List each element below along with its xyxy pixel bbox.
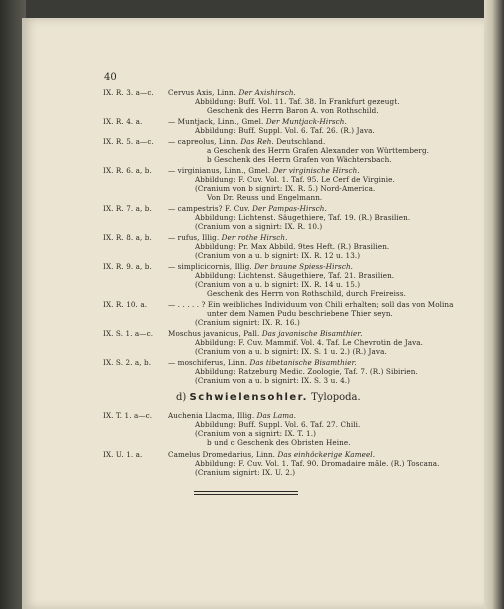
- catalog-text: — virginianus, Linn., Gmel. Der virginische Hirsch.: [168, 166, 360, 175]
- catalog-text: Abbildung: Buff. Vol. 11. Taf. 38. In Frankfurt gezeugt.: [195, 97, 400, 106]
- catalog-text: — . . . . . ? Ein weibliches Individuum von Chili erhalten; soll das von Molina: [168, 300, 454, 309]
- catalog-text: Abbildung: Buff. Suppl. Vol. 6. Taf. 26. (R.) Java.: [195, 126, 375, 135]
- common-name: Der rothe Hirsch.: [221, 233, 288, 242]
- catalog-code: IX. R. 6. a, b.: [103, 166, 152, 175]
- catalog-text: Abbildung: Pr. Max Abbild. 9tes Heft. (R.) Brasilien.: [195, 242, 390, 251]
- catalog-text: — rufus, Illig. Der rothe Hirsch.: [168, 233, 288, 242]
- catalog-text: Abbildung: Ratzeburg Medic. Zoologie, Taf. 7. (R.) Sibirien.: [195, 367, 418, 376]
- section-subtitle: Tylopoda.: [311, 392, 361, 403]
- catalog-text: Abbildung: Lichtenst. Säugethiere, Taf. 19. (R.) Brasilien.: [195, 213, 411, 222]
- catalog-text: (Cranium von a u. b signirt: IX. S. 3 u. 4.): [195, 376, 351, 385]
- section-title: Schwielensohler.: [189, 392, 308, 403]
- section-prefix: d): [176, 392, 187, 403]
- catalog-text: unter dem Namen Pudu beschriebene Thier seyn.: [207, 309, 393, 318]
- catalog-text: b Geschenk des Herrn Grafen von Wächtersbach.: [207, 155, 392, 164]
- catalog-code: IX. R. 10. a.: [103, 300, 148, 309]
- catalog-text: Cervus Axis, Linn. Der Axishirsch.: [168, 88, 296, 97]
- common-name: Der Axishirsch.: [238, 88, 296, 97]
- catalog-text: Camelus Dromedarius, Linn. Das einhöckerige Kameel.: [168, 450, 376, 459]
- common-name: Der braune Spiess-Hirsch.: [254, 262, 354, 271]
- catalog-text: Abbildung: F. Cuv. Mammif. Vol. 4. Taf. Le Chevrotin de Java.: [195, 338, 424, 347]
- catalog-text: Geschenk des Herrn von Rothschild, durch Freireiss.: [207, 289, 406, 298]
- catalog-code: IX. R. 7. a, b.: [103, 204, 152, 213]
- common-name: Der Muntjack-Hirsch.: [265, 117, 347, 126]
- catalog-code: IX. R. 8. a, b.: [103, 233, 152, 242]
- catalog-code: IX. R. 9. a, b.: [103, 262, 152, 271]
- catalog-text: (Cranium von b signirt: IX. R. 5.) Nord-America.: [195, 184, 376, 193]
- catalog-text: — Muntjack, Linn., Gmel. Der Muntjack-Hirsch.: [168, 117, 347, 126]
- catalog-text: — moschiferus, Linn. Das tibetanische Bisamthier.: [168, 358, 357, 367]
- common-name: Das Lama.: [256, 411, 296, 420]
- catalog-text: Abbildung: Buff. Suppl. Vol. 6. Taf. 27. Chili.: [195, 420, 361, 429]
- common-name: Das tibetanische Bisamthier.: [249, 358, 357, 367]
- common-name: Das Reh.: [240, 137, 274, 146]
- page-number: 40: [104, 72, 117, 83]
- catalog-text: (Cranium von a u. b signirt: IX. R. 14 u. 15.): [195, 280, 361, 289]
- catalog-text: (Cranium von a signirt: IX. R. 10.): [195, 222, 323, 231]
- common-name: Das javanische Bisamthier.: [261, 329, 363, 338]
- catalog-text: Abbildung: Lichtenst. Säugethiere, Taf. 21. Brasilien.: [195, 271, 395, 280]
- catalog-text: — simplicicornis, Illig. Der braune Spiess-Hirsch.: [168, 262, 354, 271]
- catalog-code: IX. S. 2. a, b.: [103, 358, 152, 367]
- catalog-code: IX. S. 1. a—c.: [103, 329, 154, 338]
- catalog-text: (Cranium signirt: IX. R. 16.): [195, 318, 300, 327]
- catalog-text: Auchenia Llacma, Illig. Das Lama.: [168, 411, 296, 420]
- catalog-code: IX. R. 5. a—c.: [103, 137, 154, 146]
- common-name: Der Pampas-Hirsch.: [252, 204, 327, 213]
- catalog-text: Von Dr. Reuss und Engelmann.: [207, 193, 323, 202]
- catalog-code: IX. R. 3. a—c.: [103, 88, 154, 97]
- catalog-text: — capreolus, Linn. Das Reh. Deutschland.: [168, 137, 326, 146]
- catalog-text: Moschus javanicus, Pall. Das javanische Bisamthier.: [168, 329, 363, 338]
- page-edge: [484, 0, 504, 609]
- catalog-text: Abbildung: F. Cuv. Vol. 1. Taf. 95. Le Cerf de Virginie.: [195, 175, 395, 184]
- catalog-code: IX. T. 1. a—c.: [103, 411, 153, 420]
- section-heading: [176, 392, 361, 403]
- common-name: Das einhöckerige Kameel.: [277, 450, 376, 459]
- closing-rule-thin: [194, 494, 298, 495]
- common-name: Der virginische Hirsch.: [272, 166, 360, 175]
- catalog-text: b und c Geschenk des Obristen Heine.: [207, 438, 351, 447]
- catalog-code: IX. R. 4. a.: [103, 117, 143, 126]
- catalog-text: — campestris? F. Cuv. Der Pampas-Hirsch.: [168, 204, 327, 213]
- catalog-text: (Cranium signirt: IX. U. 2.): [195, 468, 296, 477]
- catalog-text: (Cranium von a u. b signirt: IX. R. 12 u. 13.): [195, 251, 361, 260]
- closing-rule: [194, 491, 298, 492]
- catalog-text: Abbildung: F. Cuv. Vol. 1. Taf. 90. Dromadaire mâle. (R.) Toscana.: [195, 459, 440, 468]
- catalog-code: IX. U. 1. a.: [103, 450, 143, 459]
- catalog-text: (Cranium von a signirt: IX. T. 1.): [195, 429, 316, 438]
- catalog-text: (Cranium von a u. b signirt: IX. S. 1 u. 2.) (R.) Java.: [195, 347, 387, 356]
- catalog-text: Geschenk des Herrn Baron A. von Rothschild.: [207, 106, 379, 115]
- catalog-text: a Geschenk des Herrn Grafen Alexander von Württemberg.: [207, 146, 430, 155]
